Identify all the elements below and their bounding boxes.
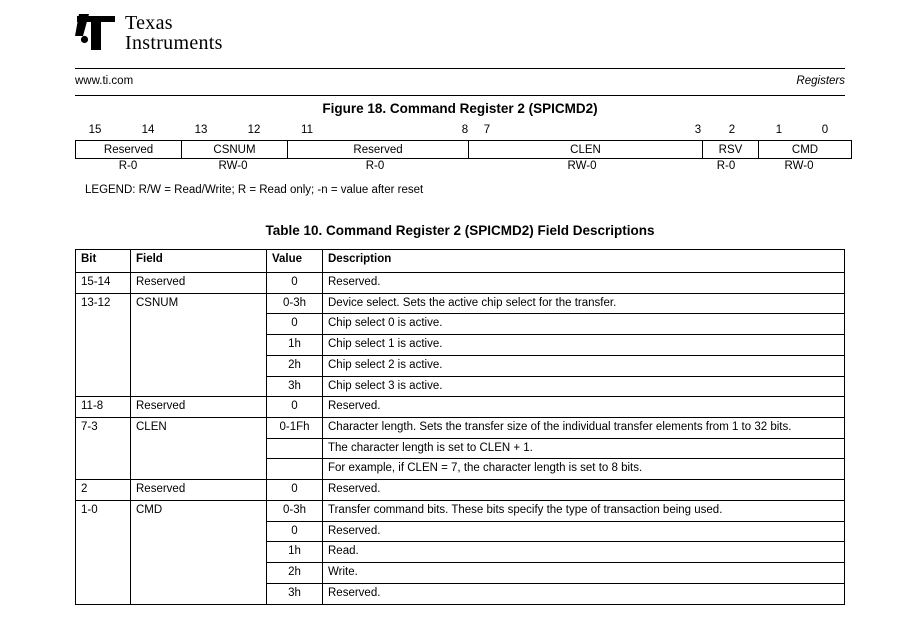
cell-bit: [76, 583, 131, 604]
cell-field: CSNUM: [131, 293, 267, 314]
column-header-description: Description: [323, 250, 845, 273]
header-divider-secondary: [75, 95, 845, 96]
table-row: [76, 542, 845, 563]
table-row: [76, 335, 845, 356]
table-row: [76, 273, 845, 294]
table-caption: Table 10. Command Register 2 (SPICMD2) Field Descriptions: [265, 223, 655, 238]
bitfield-cell-reserved-15-14: Reserved: [76, 141, 182, 159]
cell-description: Chip select 2 is active.: [323, 355, 845, 376]
cell-bit: 13-12: [76, 293, 131, 314]
ti-logo: [75, 12, 223, 54]
figure-caption: Figure 18. Command Register 2 (SPICMD2): [322, 101, 598, 116]
cell-description: Chip select 0 is active.: [323, 314, 845, 335]
cell-bit: [76, 563, 131, 584]
cell-bit: [76, 314, 131, 335]
cell-field: [131, 563, 267, 584]
cell-value: 0-1Fh: [267, 418, 323, 439]
bitfield-cell-csnum: CSNUM: [182, 141, 288, 159]
cell-description: Reserved.: [323, 521, 845, 542]
cell-description: Read.: [323, 542, 845, 563]
cell-description: Chip select 3 is active.: [323, 376, 845, 397]
cell-field: [131, 335, 267, 356]
cell-bit: [76, 335, 131, 356]
field-descriptions-table: [75, 249, 845, 605]
cell-value: 0: [267, 397, 323, 418]
bit-number-0: 0: [821, 124, 829, 136]
cell-field: [131, 376, 267, 397]
bitfield-cell-clen: CLEN: [469, 141, 703, 159]
column-header-value: Value: [267, 250, 323, 273]
cell-value: 0: [267, 521, 323, 542]
cell-description: For example, if CLEN = 7, the character length is set to 8 bits.: [323, 459, 845, 480]
cell-bit: 2: [76, 480, 131, 501]
table-row: [76, 397, 845, 418]
table-row: [76, 438, 845, 459]
cell-field: [131, 583, 267, 604]
ti-logo-mark-icon: [75, 12, 117, 54]
cell-bit: [76, 542, 131, 563]
cell-value: 3h: [267, 376, 323, 397]
cell-description: Reserved.: [323, 397, 845, 418]
cell-bit: [76, 438, 131, 459]
bit-number-15: 15: [88, 124, 102, 136]
table-row: [76, 314, 845, 335]
bit-number-11: 11: [301, 124, 313, 136]
bit-number-3: 3: [694, 124, 702, 136]
cell-description: Reserved.: [323, 273, 845, 294]
table-row: [76, 583, 845, 604]
table-row: [76, 355, 845, 376]
table-row: [76, 293, 845, 314]
header-url: www.ti.com: [75, 75, 134, 87]
cell-bit: [76, 459, 131, 480]
cell-value: [267, 459, 323, 480]
cell-field: Reserved: [131, 397, 267, 418]
cell-field: [131, 459, 267, 480]
bit-number-13: 13: [194, 124, 208, 136]
cell-field: Reserved: [131, 273, 267, 294]
cell-bit: [76, 376, 131, 397]
ti-logo-wordmark: [125, 13, 223, 54]
cell-field: CLEN: [131, 418, 267, 439]
cell-value: 0: [267, 480, 323, 501]
table-row: [76, 563, 845, 584]
bitfield-access-clen: RW-0: [567, 160, 597, 172]
table-row: [76, 418, 845, 439]
cell-value: 1h: [267, 542, 323, 563]
cell-bit: 15-14: [76, 273, 131, 294]
cell-value: 3h: [267, 583, 323, 604]
table-row: [76, 459, 845, 480]
cell-field: [131, 314, 267, 335]
cell-value: 2h: [267, 355, 323, 376]
bitfield-access-csnum: RW-0: [218, 160, 248, 172]
bitfield-access-reserved-15-14: R-0: [118, 160, 138, 172]
cell-field: [131, 542, 267, 563]
cell-field: [131, 355, 267, 376]
bitfield-cell-cmd: CMD: [759, 141, 852, 159]
bitfield-access-row: [75, 160, 845, 178]
cell-value: 0: [267, 314, 323, 335]
cell-bit: [76, 355, 131, 376]
bitfield-access-reserved-11-8: R-0: [365, 160, 385, 172]
cell-description: Reserved.: [323, 583, 845, 604]
cell-description: Write.: [323, 563, 845, 584]
bit-number-12: 12: [247, 124, 261, 136]
cell-value: 1h: [267, 335, 323, 356]
cell-bit: 1-0: [76, 500, 131, 521]
bitfield-access-rsv: R-0: [716, 160, 736, 172]
bit-number-7: 7: [483, 124, 491, 136]
table-header-row: [76, 250, 845, 273]
bitfield-figure: [75, 124, 845, 178]
bitfield-bit-numbers: [75, 124, 845, 140]
cell-value: 0: [267, 273, 323, 294]
column-header-field: Field: [131, 250, 267, 273]
cell-description: Transfer command bits. These bits specify the type of transaction being used.: [323, 500, 845, 521]
cell-field: CMD: [131, 500, 267, 521]
cell-bit: 7-3: [76, 418, 131, 439]
bit-number-2: 2: [728, 124, 736, 136]
bit-number-14: 14: [141, 124, 155, 136]
header-section-label: Registers: [796, 75, 845, 87]
ti-logo-line1: Texas: [125, 11, 173, 34]
column-header-bit: Bit: [76, 250, 131, 273]
table-row: [76, 500, 845, 521]
cell-description: Character length. Sets the transfer size of the individual transfer elements from 1 to 32 bits.: [323, 418, 845, 439]
cell-description: Device select. Sets the active chip select for the transfer.: [323, 293, 845, 314]
cell-field: [131, 521, 267, 542]
table-row: [76, 376, 845, 397]
cell-field: [131, 438, 267, 459]
cell-value: 0-3h: [267, 500, 323, 521]
cell-value: 0-3h: [267, 293, 323, 314]
bitfield-cell-reserved-11-8: Reserved: [288, 141, 469, 159]
cell-description: Chip select 1 is active.: [323, 335, 845, 356]
bit-number-8: 8: [461, 124, 469, 136]
cell-description: Reserved.: [323, 480, 845, 501]
cell-value: 2h: [267, 563, 323, 584]
table-row: [76, 521, 845, 542]
header-divider: [75, 68, 845, 69]
cell-bit: 11-8: [76, 397, 131, 418]
bit-number-1: 1: [775, 124, 783, 136]
cell-description: The character length is set to CLEN + 1.: [323, 438, 845, 459]
bitfield-cell-rsv: RSV: [703, 141, 759, 159]
table-row: [76, 480, 845, 501]
bitfield-row: [75, 140, 852, 159]
cell-bit: [76, 521, 131, 542]
cell-value: [267, 438, 323, 459]
ti-logo-line2: Instruments: [125, 32, 223, 54]
cell-field: Reserved: [131, 480, 267, 501]
bitfield-access-cmd: RW-0: [784, 160, 814, 172]
bitfield-legend: LEGEND: R/W = Read/Write; R = Read only; -n = value after reset: [85, 184, 424, 196]
